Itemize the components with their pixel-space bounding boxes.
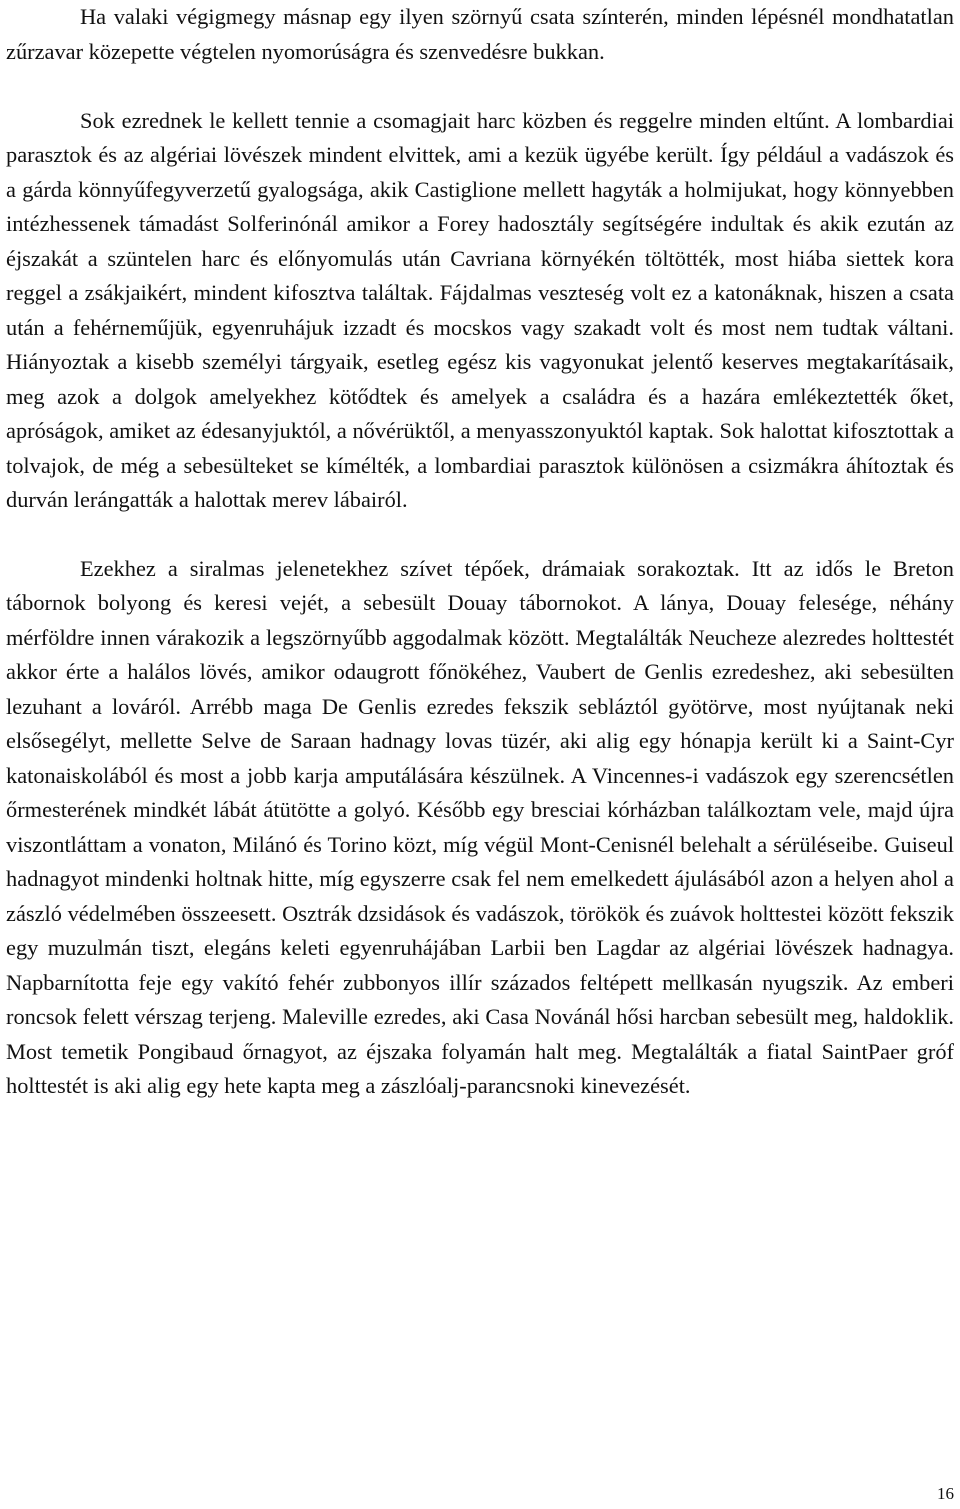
paragraph-1: Ha valaki végigmegy másnap egy ilyen szörnyű csata színterén, minden lépésnél mondhatatlan zűrzavar közepette végtelen nyomorúságra és szenvedésre bukkan. — [6, 4, 954, 64]
page-number: 16 — [937, 1484, 954, 1503]
paragraph-3: Ezekhez a siralmas jelenetekhez szívet tépőek, drámaiak sorakoztak. Itt az idős le Breton tábornok bolyong és keresi vejét, a sebesült Douay tábornokot. A lánya, Douay felesége, néhány mérföldre innen várakozik a legszörnyűbb aggodalmak között. Megtalálták Neucheze alezredes holttestét akkor érte a halálos lövés, amikor odaugrott főnökéhez, Vaubert de Genlis ezredeshez, aki sebesülten lezuhant a lováról. Arrébb maga De Genlis ezredes fekszik sebláztól gyötörve, most nyújtanak neki elsősegélyt, mellette Selve de Saraan hadnagy lovas tüzér, aki alig egy hónapja került ki a Saint-Cyr katonaiskolából és most a jobb karja amputálására készülnek. A Vincennes-i vadászok egy szerencsétlen őrmesterének mindkét lábát átütötte a golyó. Később egy bresciai kórházban találkoztam vele, majd újra viszontláttam a vonaton, Milánó és Torino közt, míg végül Mont-Cenisnél belehalt a sérüléseibe. Guiseul hadnagyot mindenki holtnak hitte, míg egyszerre csak fel nem emelkedett ájulásából azon a helyen ahol a zászló védelmében összeesett. Osztrák dzsidások és vadászok, törökök és zuávok holttestei között fekszik egy muzulmán tiszt, elegáns keleti egyenruhájában Larbii ben Lagdar az algériai lövészek hadnagya. Napbarnította feje egy vakító fehér zubbonyos illír százados feltépett mellkasán nyugszik. Az emberi roncsok felett vérszag terjeng. Maleville ezredes, aki Casa Novánál hősi harcban sebesült meg, haldoklik. Most temetik Pongibaud őrnagyot, az éjszaka folyamán halt meg. Megtalálták a fiatal SaintPaer gróf holttestét is aki alig egy hete kapta meg a zászlóalj-parancsnoki kinevezését. — [6, 555, 954, 1098]
paragraph-2: Sok ezrednek le kellett tennie a csomagjait harc közben és reggelre minden eltűnt. A lombardiai parasztok és az algériai lövészek mindent elvittek, ami a kezük ügyébe került. Így például a vadászok és a gárda könnyűfegyverzetű gyalogsága, akik Castiglione mellett hagyták a holmijukat, hogy könnyebben intézhessenek támadást Solferinónál amikor a Forey hadosztály segítségére indultak és akik ezután az éjszakát a szüntelen harc és előnyomulás után Cavriana környékén töltötték, most hiába siettek kora reggel a zsákjaikért, mindent kifosztva találtak. Fájdalmas veszteség volt ez a katonáknak, hiszen a csata után a fehérneműjük, egyenruhájuk izzadt és mocskos vagy szakadt volt és most nem tudtak váltani. Hiányoztak a kisebb személyi tárgyaik, esetleg egész kis vagyonukat jelentő keserves megtakarításaik, meg azok a dolgok amelyekhez kötődtek és amelyek a családra és a hazára emlékeztették őket, apróságok, amiket az édesanyjuktól, a nővérüktől, a menyasszonyuktól kaptak. Sok halottat kifosztottak a tolvajok, de még a sebesülteket se kímélték, a lombardiai parasztok különösen a csizmákra áhítoztak és durván lerángatták a halottak merev lábairól. — [6, 107, 954, 512]
document-page — [6, 0, 954, 1104]
